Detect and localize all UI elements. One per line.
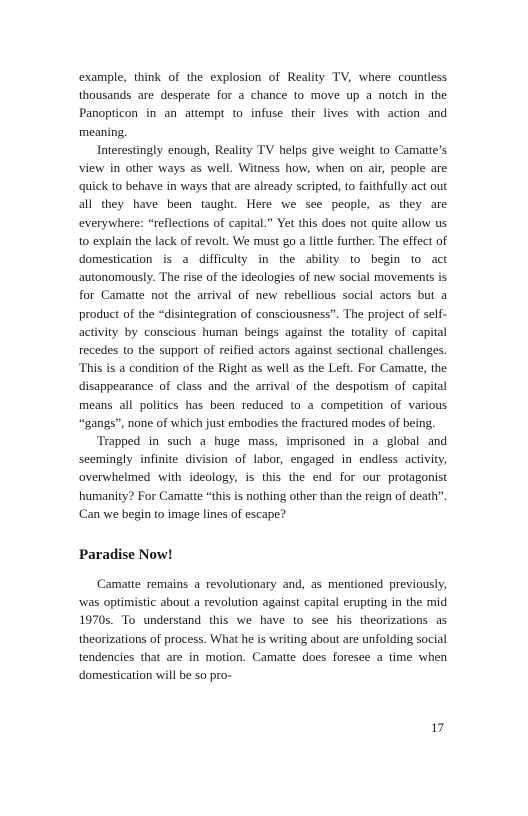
- paragraph-continuation: example, think of the explosion of Reality TV, where countless thousands are desperate for a chance to move up a notch in the Panopticon in an attempt to infuse their lives with action and meaning.: [79, 69, 447, 139]
- paragraph-revolutionary: Camatte remains a revolutionary and, as mentioned previously, was optimistic about a revolution against capital erupting in the mid 1970s. To understand this we have to see his theorizations as theorizations of process. What he is writing about are unfolding social tendencies that are in motion. Camatte does foresee a time when domestication will be so pro-: [79, 576, 447, 683]
- paragraph-trapped: Trapped in such a huge mass, imprisoned in a global and seemingly infinite division of labor, engaged in endless activity, overwhelmed with ideology, is this the end for our protagonist humanity? For Camatte “this is nothing other than the reign of death”. Can we begin to image lines of escape?: [79, 433, 447, 521]
- section-heading: Paradise Now!: [79, 547, 173, 564]
- paragraph-reality-tv: Interestingly enough, Reality TV helps give weight to Camatte’s view in other ways as well. Witness how, when on air, people are quick to behave in ways that are already scripted, to faithfully act out all they have been taught. Here we see people, as they are everywhere: “reflections of capital.” Yet this does not quite allow us to explain the lack of revolt. We must go a little further. The effect of domestication is a difficulty in the ability to begin to act autonomously. The rise of the ideologies of new social movements is for Camatte not the arrival of new rebellious social actors but a product of the “disintegration of consciousness”. The project of self-activity by conscious human beings against the totality of capital recedes to the support of reified actors against sectional challenges. This is a condition of the Right as well as the Left. For Camatte, the disappearance of class and the arrival of the despotism of capital means all politics has been reduced to a competition of various “gangs”, none of which just embodies the fractured modes of being.: [79, 141, 447, 430]
- page-number: 17: [431, 720, 444, 735]
- page-body: [79, 68, 447, 684]
